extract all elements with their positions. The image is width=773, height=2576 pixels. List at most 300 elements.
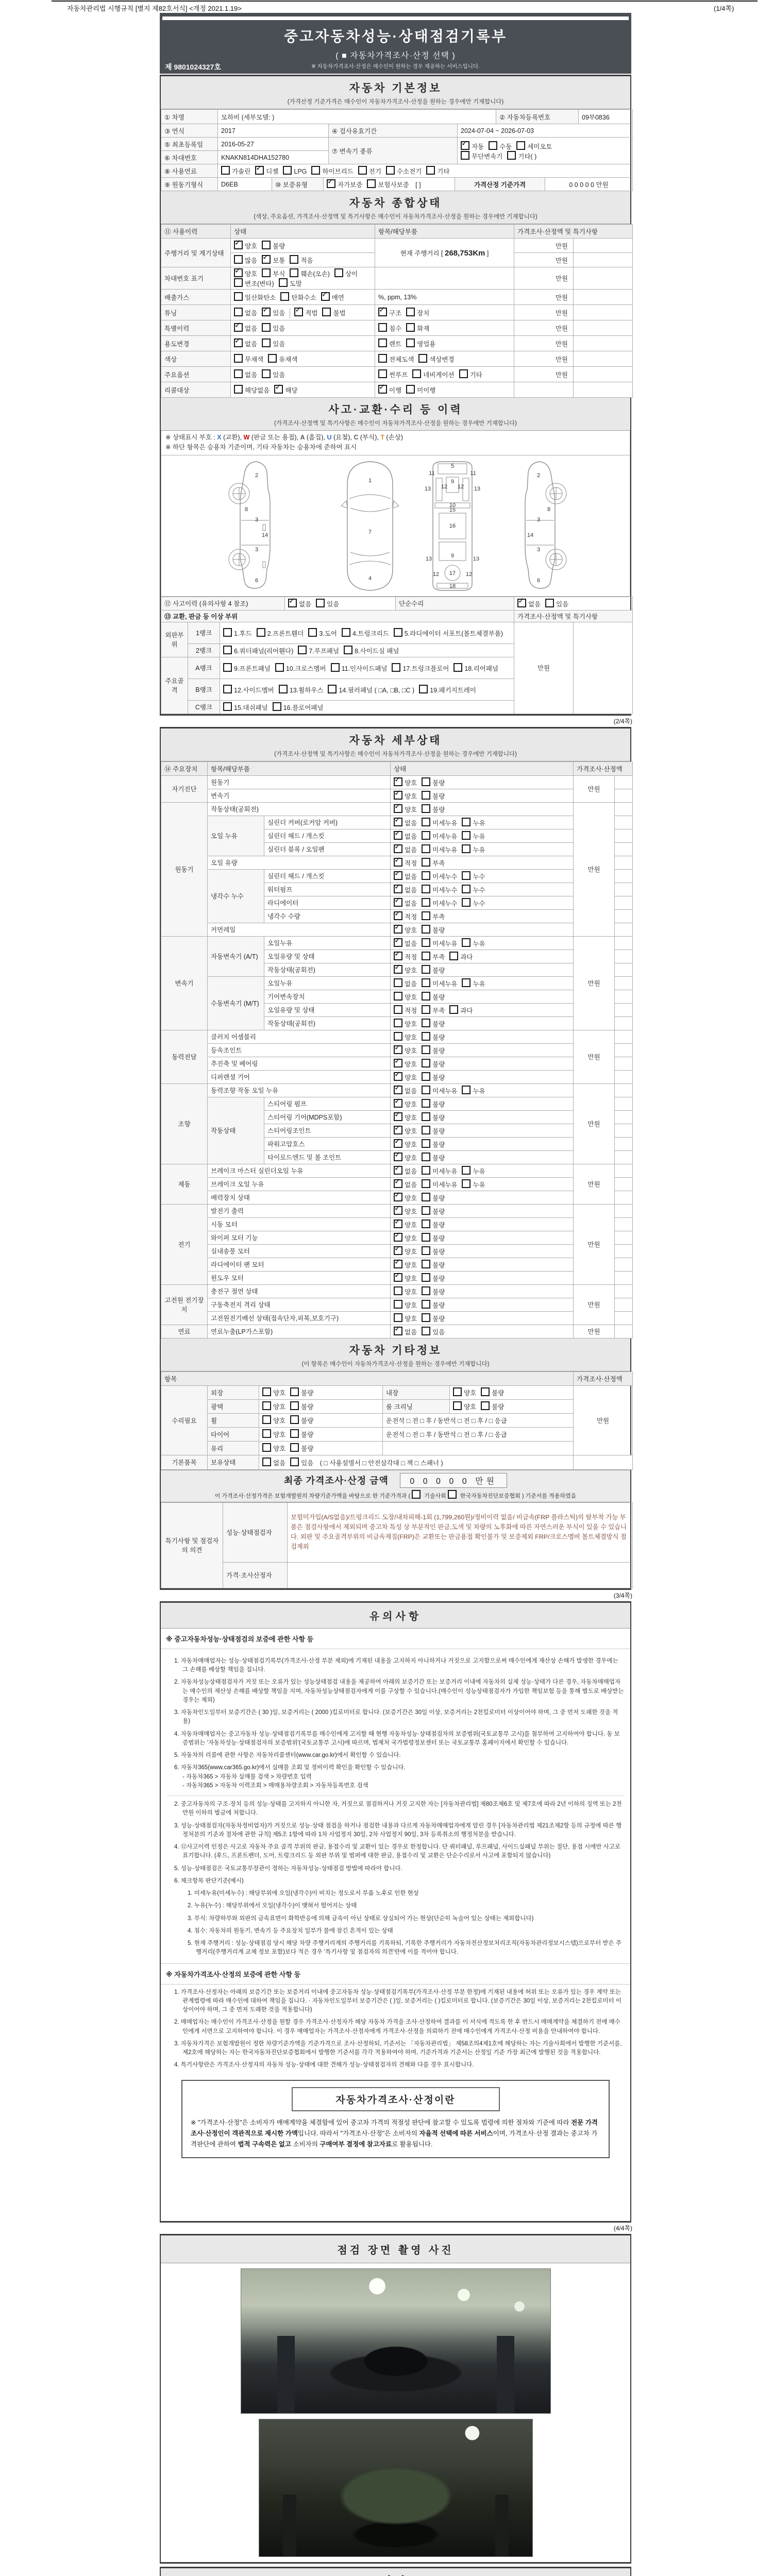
checkbox-unchecked[interactable] [308, 628, 317, 637]
checkbox-unchecked[interactable] [516, 141, 525, 150]
checkbox-unchecked[interactable] [422, 978, 430, 987]
checkbox-unchecked[interactable] [422, 1286, 430, 1295]
check-option[interactable]: ✓ 양호 [394, 1233, 417, 1243]
check-option[interactable]: ✓ 없음 [517, 599, 541, 608]
checkbox-checked[interactable] [394, 965, 402, 974]
checkbox-checked[interactable] [394, 898, 402, 907]
checkbox-unchecked[interactable] [386, 166, 395, 175]
checkbox-unchecked[interactable] [422, 925, 430, 934]
check-option[interactable]: 양호 [394, 1032, 417, 1042]
checkbox-checked[interactable] [394, 1206, 402, 1215]
checkbox-unchecked[interactable] [422, 831, 430, 840]
checkbox-unchecked[interactable] [262, 323, 271, 332]
checkbox-checked[interactable] [262, 255, 271, 264]
checkbox-unchecked[interactable] [394, 628, 402, 637]
panel-item[interactable]: 8.사이드실 패널 [344, 646, 399, 655]
check-option[interactable]: 수동 [489, 141, 512, 151]
check-option[interactable]: 불량 [290, 1415, 313, 1425]
checkbox-unchecked[interactable] [462, 844, 470, 853]
check-option[interactable]: ✓양호 [234, 241, 257, 250]
check-option[interactable]: 양호 [453, 1401, 476, 1411]
check-option[interactable]: 하이브리드 [311, 166, 353, 176]
checkbox-checked[interactable] [394, 1139, 402, 1148]
check-option[interactable]: ✓ 양호 [394, 1072, 417, 1082]
checkbox-unchecked[interactable] [422, 952, 430, 960]
checkbox-unchecked[interactable] [422, 777, 430, 786]
check-option[interactable]: 있음 [262, 369, 285, 379]
checkbox-unchecked[interactable] [234, 369, 243, 378]
check-option[interactable]: 부식 [262, 268, 285, 278]
checkbox-checked[interactable] [234, 268, 243, 277]
checkbox-unchecked[interactable] [481, 1401, 490, 1410]
panel-item[interactable]: 3.도어 [308, 628, 337, 638]
check-option[interactable]: 기타 [459, 369, 482, 379]
checkbox-unchecked[interactable] [422, 898, 430, 907]
checkbox-unchecked[interactable] [342, 628, 350, 637]
checkbox-unchecked[interactable] [422, 804, 430, 813]
checkbox-unchecked[interactable] [418, 354, 427, 363]
check-option[interactable]: ✓ 양호 [394, 1139, 417, 1149]
checkbox-checked[interactable] [394, 1273, 402, 1282]
check-option[interactable]: 누유 [462, 831, 485, 841]
checkbox-checked[interactable] [394, 804, 402, 813]
checkbox-checked[interactable] [517, 599, 526, 607]
check-option[interactable]: ✓ 양호 [394, 1045, 417, 1055]
check-option[interactable]: 누유 [462, 818, 485, 827]
panel-item[interactable]: 14.필러패널 ( □A, □B, □C ) [328, 685, 414, 694]
check-option[interactable]: 불량 [422, 1206, 445, 1216]
checkbox-unchecked[interactable] [462, 898, 470, 907]
checkbox-unchecked[interactable] [290, 1458, 299, 1466]
panel-item[interactable]: 16.플로어패널 [273, 702, 324, 712]
checkbox-checked[interactable] [274, 385, 283, 394]
check-option[interactable]: 있음 [262, 323, 285, 333]
check-option[interactable]: ✓ 양호 [394, 1126, 417, 1136]
check-option[interactable]: ✓ 없음 [234, 338, 257, 348]
check-option[interactable]: 불량 [422, 1260, 445, 1269]
check-option[interactable]: 영업용 [406, 338, 435, 348]
checkbox-unchecked[interactable] [453, 1401, 462, 1410]
checkbox-unchecked[interactable] [462, 1179, 470, 1188]
checkbox-unchecked[interactable] [462, 885, 470, 893]
check-option[interactable]: ✓ 양호 [394, 1153, 417, 1162]
check-option[interactable]: 불량 [422, 1059, 445, 1069]
checkbox-unchecked[interactable] [394, 978, 402, 987]
check-option[interactable]: 없음 [234, 369, 257, 379]
checkbox-checked[interactable] [394, 925, 402, 934]
check-option[interactable]: 불량 [422, 1286, 445, 1296]
checkbox-unchecked[interactable] [392, 663, 400, 672]
checkbox-checked[interactable] [394, 1126, 402, 1134]
panel-item[interactable]: 4.트렁크리드 [342, 628, 389, 638]
check-option[interactable]: 불량 [422, 1072, 445, 1082]
check-option[interactable]: LPG [283, 166, 307, 175]
check-option[interactable]: 해당없음 [234, 385, 270, 395]
checkbox-unchecked[interactable] [394, 1019, 402, 1027]
check-option[interactable]: 누수 [462, 898, 485, 908]
checkbox-unchecked[interactable] [311, 166, 320, 175]
check-option[interactable]: ✓ 적정 [394, 911, 417, 921]
checkbox-unchecked[interactable] [422, 1139, 430, 1148]
panel-item[interactable]: 19.패키지트레이 [419, 685, 476, 694]
check-option[interactable]: 세미오토 [516, 141, 552, 151]
checkbox-unchecked[interactable] [273, 702, 281, 711]
check-option[interactable]: 불량 [422, 1300, 445, 1310]
checkbox-checked[interactable] [394, 818, 402, 826]
check-option[interactable]: 네비게이션 [412, 369, 454, 379]
checkbox-unchecked[interactable] [394, 1313, 402, 1322]
checkbox-unchecked[interactable] [422, 1072, 430, 1081]
check-option[interactable]: 불량 [422, 1193, 445, 1202]
checkbox-unchecked[interactable] [262, 1401, 271, 1410]
checkbox-unchecked[interactable] [462, 938, 470, 947]
checkbox-unchecked[interactable] [262, 268, 271, 277]
checkbox-unchecked[interactable] [422, 791, 430, 800]
checkbox-unchecked[interactable] [279, 278, 288, 287]
checkbox-unchecked[interactable] [322, 308, 331, 316]
checkbox-checked[interactable] [394, 844, 402, 853]
checkbox-unchecked[interactable] [406, 385, 415, 394]
check-option[interactable]: 양호 [394, 1019, 417, 1028]
checkbox-unchecked[interactable] [412, 369, 421, 378]
checkbox-checked[interactable] [255, 166, 264, 175]
check-option[interactable]: 양호 [262, 1415, 285, 1425]
checkbox-unchecked[interactable] [298, 646, 307, 654]
checkbox-unchecked[interactable] [406, 338, 415, 347]
check-option[interactable]: 불량 [422, 1126, 445, 1136]
checkbox-unchecked[interactable] [262, 1443, 271, 1452]
check-option[interactable]: 미세누유 [422, 1086, 457, 1095]
checkbox-unchecked[interactable] [394, 1005, 402, 1014]
check-option[interactable]: 불량 [422, 1273, 445, 1283]
checkbox-checked[interactable] [327, 179, 335, 188]
check-option[interactable]: 양호 [262, 1429, 285, 1439]
checkbox-unchecked[interactable] [280, 292, 289, 301]
checkbox-unchecked[interactable] [422, 1260, 430, 1268]
check-option[interactable]: 양호 [262, 1443, 285, 1453]
checkbox-checked[interactable] [321, 292, 330, 301]
check-option[interactable]: ✓ 적정 [394, 952, 417, 961]
checkbox-unchecked[interactable] [453, 1387, 462, 1396]
checkbox-unchecked[interactable] [462, 871, 470, 880]
checkbox-checked[interactable] [394, 911, 402, 920]
check-option[interactable]: 미세누유 [422, 1166, 457, 1176]
check-option[interactable]: 탄화수소 [280, 292, 316, 302]
check-option[interactable]: 누유 [462, 1166, 485, 1176]
checkbox-unchecked[interactable] [334, 268, 343, 277]
checkbox-unchecked[interactable] [223, 628, 232, 637]
check-option[interactable]: 미이행 [406, 385, 435, 395]
checkbox-checked[interactable] [394, 1086, 402, 1094]
check-option[interactable]: ✓ 양호 [394, 1206, 417, 1216]
check-option[interactable]: 침수 [378, 323, 401, 333]
check-option[interactable]: ✓ 구조 [378, 308, 401, 317]
checkbox-checked[interactable] [394, 1233, 402, 1242]
check-option[interactable]: 불량 [422, 777, 445, 787]
check-option[interactable]: ✓ 디젤 [255, 166, 278, 176]
check-option[interactable]: ✓ 양호 [394, 965, 417, 975]
checkbox-unchecked[interactable] [462, 831, 470, 840]
panel-item[interactable]: 11.인사이드패널 [331, 663, 388, 673]
check-option[interactable]: 과다 [449, 1005, 473, 1015]
check-option[interactable]: 미세누수 [422, 898, 457, 908]
checkbox-unchecked[interactable] [422, 911, 430, 920]
check-option[interactable]: 미세누수 [422, 871, 457, 881]
check-option[interactable]: ✓ 적정 [394, 858, 417, 868]
checkbox-unchecked[interactable] [262, 1458, 271, 1466]
panel-item[interactable]: 6.쿼더패널(리어휀다) [223, 646, 293, 655]
check-option[interactable]: 화재 [406, 323, 429, 333]
checkbox-unchecked[interactable] [275, 663, 284, 672]
check-option[interactable]: 불량 [481, 1387, 504, 1397]
checkbox-unchecked[interactable] [279, 685, 288, 693]
checkbox-unchecked[interactable] [394, 1032, 402, 1041]
checkbox-unchecked[interactable] [378, 323, 387, 332]
check-option[interactable]: ✓ 없음 [394, 871, 417, 881]
panel-item[interactable]: 1.후드 [223, 628, 252, 638]
check-option[interactable]: 불량 [422, 1139, 445, 1149]
check-option[interactable]: ✓ 있음 [262, 308, 285, 317]
check-option[interactable]: 부족 [422, 952, 445, 961]
checkbox-unchecked[interactable] [422, 871, 430, 880]
check-option[interactable]: ✓ 없음 [394, 898, 417, 908]
check-option[interactable]: ✓ 없음 [394, 844, 417, 854]
checkbox-unchecked[interactable] [412, 1490, 421, 1499]
checkbox-unchecked[interactable] [262, 1429, 271, 1438]
checkbox-unchecked[interactable] [422, 1313, 430, 1322]
checkbox-checked[interactable] [461, 141, 469, 150]
checkbox-unchecked[interactable] [459, 369, 468, 378]
check-option[interactable]: ✓자동 [461, 141, 484, 151]
checkbox-unchecked[interactable] [331, 663, 340, 672]
check-option[interactable]: 색상변경 [418, 354, 454, 364]
checkbox-unchecked[interactable] [545, 599, 554, 607]
checkbox-unchecked[interactable] [290, 1443, 299, 1452]
checkbox-unchecked[interactable] [257, 628, 265, 637]
check-option[interactable]: 양호 [394, 992, 417, 1002]
check-option[interactable]: 누유 [462, 978, 485, 988]
checkbox-unchecked[interactable] [448, 1490, 457, 1499]
checkbox-unchecked[interactable] [234, 308, 243, 316]
panel-item[interactable]: 15.대쉬패널 [223, 702, 268, 712]
check-option[interactable]: 있음 [290, 1458, 313, 1467]
check-option[interactable]: 없음 [262, 1458, 285, 1467]
check-option[interactable]: 많음 [234, 255, 257, 265]
checkbox-unchecked[interactable] [378, 369, 387, 378]
checkbox-unchecked[interactable] [462, 978, 470, 987]
check-option[interactable]: 불량 [262, 241, 285, 250]
checkbox-unchecked[interactable] [378, 338, 387, 347]
checkbox-unchecked[interactable] [422, 1233, 430, 1242]
checkbox-unchecked[interactable] [489, 141, 497, 150]
checkbox-checked[interactable] [394, 938, 402, 947]
checkbox-unchecked[interactable] [422, 1206, 430, 1215]
panel-item[interactable]: 12.사이드멤버 [223, 685, 274, 694]
check-option[interactable]: 있음 [422, 1327, 445, 1336]
check-option[interactable]: 불량 [422, 804, 445, 814]
checkbox-checked[interactable] [394, 1045, 402, 1054]
checkbox-checked[interactable] [294, 308, 303, 316]
checkbox-checked[interactable] [234, 241, 243, 249]
check-option[interactable]: 있음 [316, 599, 339, 608]
check-option[interactable]: ✓ 양호 [394, 925, 417, 935]
check-option[interactable]: 상이 [334, 268, 358, 278]
checkbox-unchecked[interactable] [462, 1086, 470, 1094]
check-option[interactable]: 없음 [234, 308, 257, 317]
check-option[interactable]: ✓ 양호 [394, 1246, 417, 1256]
checkbox-unchecked[interactable] [367, 179, 376, 188]
checkbox-unchecked[interactable] [290, 1387, 299, 1396]
panel-item[interactable]: 9.프론트패널 [223, 663, 271, 673]
check-option[interactable]: 불량 [422, 965, 445, 975]
check-option[interactable]: 적음 [290, 255, 313, 265]
panel-item[interactable]: 18.리어패널 [453, 663, 498, 673]
check-option[interactable]: 누수 [462, 871, 485, 881]
check-option[interactable]: 불량 [290, 1443, 313, 1453]
check-option[interactable]: 양호 [394, 1313, 417, 1323]
checkbox-unchecked[interactable] [221, 166, 230, 175]
check-option[interactable]: ✓ 없음 [288, 599, 311, 608]
checkbox-checked[interactable] [394, 1219, 402, 1228]
check-option[interactable]: 불량 [481, 1401, 504, 1411]
check-option[interactable]: 미세누유 [422, 844, 457, 854]
checkbox-unchecked[interactable] [461, 151, 469, 160]
check-option[interactable]: 양호 [394, 1286, 417, 1296]
checkbox-unchecked[interactable] [290, 1415, 299, 1424]
checkbox-unchecked[interactable] [422, 1179, 430, 1188]
check-option[interactable]: 불량 [290, 1387, 313, 1397]
check-option[interactable]: 부족 [422, 911, 445, 921]
checkbox-unchecked[interactable] [422, 1246, 430, 1255]
check-option[interactable]: 변조(변타) [234, 278, 274, 288]
checkbox-unchecked[interactable] [234, 255, 243, 264]
checkbox-unchecked[interactable] [234, 292, 243, 301]
checkbox-checked[interactable] [394, 831, 402, 840]
checkbox-unchecked[interactable] [422, 844, 430, 853]
check-option[interactable]: 불량 [422, 925, 445, 935]
check-option[interactable]: ✓ 없음 [394, 1086, 417, 1095]
check-option[interactable]: 양호 [262, 1401, 285, 1411]
checkbox-unchecked[interactable] [234, 354, 243, 363]
checkbox-checked[interactable] [394, 1112, 402, 1121]
check-option[interactable]: 유채색 [268, 354, 297, 364]
check-option[interactable]: ✓ 해당 [274, 385, 297, 395]
checkbox-checked[interactable] [394, 1246, 402, 1255]
checkbox-unchecked[interactable] [422, 1005, 430, 1014]
checkbox-unchecked[interactable] [223, 663, 232, 672]
check-option[interactable]: 보험사보증 [367, 179, 409, 189]
check-option[interactable]: 불량 [422, 1313, 445, 1323]
checkbox-unchecked[interactable] [422, 965, 430, 974]
panel-item[interactable]: 17.트렁크플로어 [392, 663, 449, 673]
check-option[interactable]: 불량 [422, 1099, 445, 1109]
checkbox-unchecked[interactable] [462, 818, 470, 826]
check-option[interactable]: ✓ 없음 [394, 885, 417, 894]
checkbox-unchecked[interactable] [328, 685, 337, 693]
checkbox-unchecked[interactable] [449, 1005, 458, 1014]
checkbox-unchecked[interactable] [262, 338, 271, 347]
check-option[interactable]: 누수 [462, 885, 485, 894]
check-option[interactable]: 썬루프 [378, 369, 408, 379]
checkbox-unchecked[interactable] [462, 1166, 470, 1175]
checkbox-checked[interactable] [394, 1099, 402, 1108]
check-option[interactable]: 불량 [422, 992, 445, 1002]
checkbox-unchecked[interactable] [426, 166, 435, 175]
check-option[interactable]: ✓ 양호 [394, 1273, 417, 1283]
check-option[interactable]: 불량 [422, 1019, 445, 1028]
checkbox-unchecked[interactable] [290, 1401, 299, 1410]
check-option[interactable]: 수소전기 [386, 166, 422, 176]
check-option[interactable]: ✓ 없음 [394, 938, 417, 948]
check-option[interactable]: 누유 [462, 1179, 485, 1189]
checkbox-unchecked[interactable] [507, 151, 516, 160]
checkbox-unchecked[interactable] [344, 646, 352, 654]
check-option[interactable]: 미세누유 [422, 938, 457, 948]
checkbox-unchecked[interactable] [449, 952, 458, 960]
checkbox-unchecked[interactable] [262, 1387, 271, 1396]
check-option[interactable]: ✓ 양호 [394, 1193, 417, 1202]
check-option[interactable]: ✓ 양호 [394, 1059, 417, 1069]
checkbox-checked[interactable] [394, 1179, 402, 1188]
check-option[interactable]: 불량 [422, 791, 445, 801]
check-option[interactable]: 미세누유 [422, 831, 457, 841]
check-option[interactable]: 불량 [290, 1401, 313, 1411]
checkbox-checked[interactable] [378, 308, 387, 316]
checkbox-unchecked[interactable] [422, 1099, 430, 1108]
check-option[interactable]: 불법 [322, 308, 345, 317]
checkbox-unchecked[interactable] [419, 685, 428, 693]
checkbox-checked[interactable] [394, 1166, 402, 1175]
check-option[interactable]: ✓ 없음 [394, 818, 417, 827]
checkbox-checked[interactable] [394, 1260, 402, 1268]
check-option[interactable]: 불량 [290, 1429, 313, 1439]
checkbox-unchecked[interactable] [378, 354, 387, 363]
checkbox-unchecked[interactable] [422, 1032, 430, 1041]
check-option[interactable]: 양호 [453, 1387, 476, 1397]
checkbox-checked[interactable] [394, 777, 402, 786]
panel-item[interactable]: 2.프론트휀더 [257, 628, 304, 638]
check-option[interactable]: 불량 [422, 1153, 445, 1162]
check-option[interactable]: 양호 [394, 1300, 417, 1310]
check-option[interactable]: 전체도색 [378, 354, 414, 364]
check-option[interactable]: ✓ 없음 [394, 1179, 417, 1189]
checkbox-unchecked[interactable] [422, 1112, 430, 1121]
checkbox-unchecked[interactable] [268, 354, 277, 363]
check-option[interactable]: 부족 [422, 858, 445, 868]
checkbox-unchecked[interactable] [422, 1193, 430, 1201]
checkbox-unchecked[interactable] [422, 992, 430, 1001]
check-option[interactable]: 불량 [422, 1233, 445, 1243]
check-option[interactable]: 불량 [422, 1219, 445, 1229]
check-option[interactable]: ✓ 자가보증 [327, 179, 362, 189]
checkbox-checked[interactable] [394, 791, 402, 800]
check-option[interactable]: 기타( ) [507, 151, 536, 161]
checkbox-checked[interactable] [394, 1153, 402, 1161]
check-option[interactable]: 일산화탄소 [234, 292, 276, 302]
checkbox-unchecked[interactable] [422, 1166, 430, 1175]
check-option[interactable]: 누유 [462, 938, 485, 948]
check-option[interactable]: 전기 [358, 166, 381, 176]
checkbox-unchecked[interactable] [283, 166, 292, 175]
checkbox-checked[interactable] [394, 1327, 402, 1335]
panel-item[interactable]: 7.루프패널 [298, 646, 339, 655]
panel-item[interactable]: 13.휠하우스 [279, 685, 324, 694]
checkbox-unchecked[interactable] [394, 1286, 402, 1295]
checkbox-unchecked[interactable] [422, 885, 430, 893]
check-option[interactable]: 부족 [422, 1005, 445, 1015]
check-option[interactable]: ✓ 없음 [234, 323, 257, 333]
check-option[interactable]: ✓ 없음 [394, 1166, 417, 1176]
